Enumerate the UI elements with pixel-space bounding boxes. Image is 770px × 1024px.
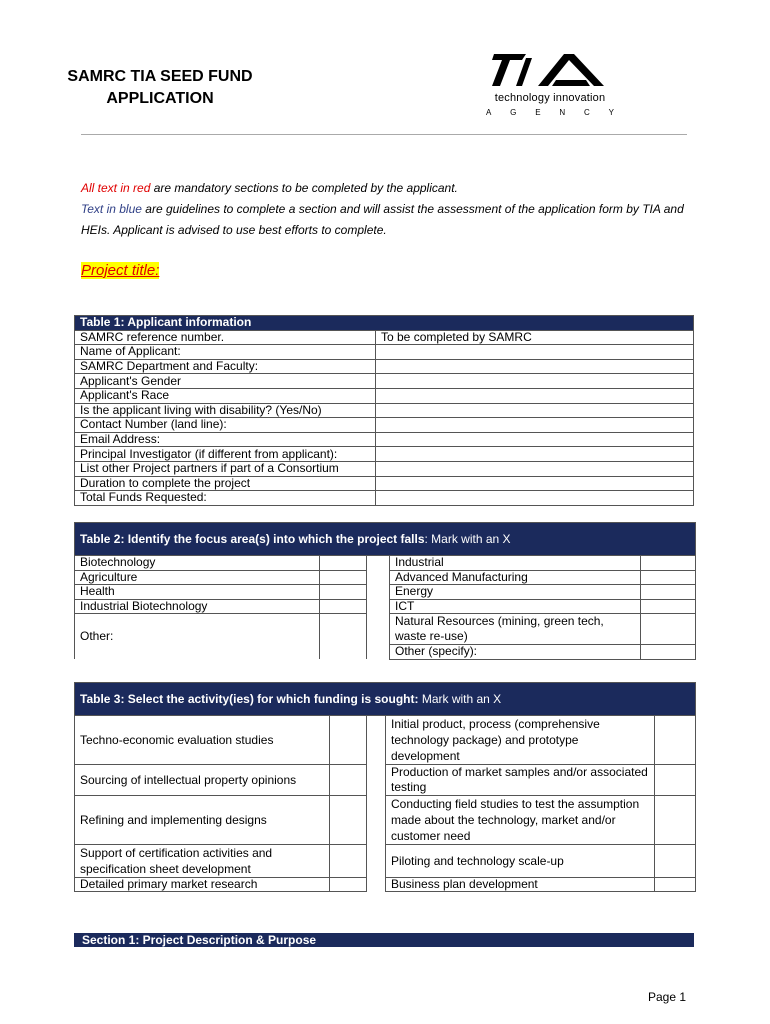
table-row xyxy=(75,359,694,374)
activity-right-label: Piloting and technology scale-up xyxy=(386,845,655,878)
project-title-field[interactable]: Project title: xyxy=(81,262,160,279)
table-row xyxy=(75,476,694,491)
table2-header xyxy=(75,523,696,556)
title-divider xyxy=(81,134,687,135)
activity-mark-cell[interactable] xyxy=(330,878,367,892)
spacer-cell xyxy=(367,796,386,845)
activity-mark-cell[interactable] xyxy=(330,716,367,765)
table-row xyxy=(75,491,694,506)
focus-mark-cell[interactable] xyxy=(320,599,367,614)
focus-mark-cell[interactable] xyxy=(641,599,696,614)
activity-mark-cell[interactable] xyxy=(330,765,367,796)
row-label: Name of Applicant: xyxy=(75,345,376,360)
activity-right-label: Initial product, process (comprehensive technology package) and prototype development xyxy=(386,716,655,765)
tia-logo-mark-icon xyxy=(482,50,618,90)
spacer-cell xyxy=(367,716,386,765)
focus-right-label: Natural Resources (mining, green tech, waste re-use) xyxy=(390,614,641,645)
table-row xyxy=(75,432,694,447)
intro-instructions xyxy=(81,178,693,241)
row-label: Total Funds Requested: xyxy=(75,491,376,506)
focus-right-label: Advanced Manufacturing xyxy=(390,570,641,585)
agency-letter: G xyxy=(510,108,517,117)
table-row xyxy=(75,374,694,389)
focus-mark-cell[interactable] xyxy=(320,556,367,571)
focus-left-label: Biotechnology xyxy=(75,556,320,571)
row-value[interactable] xyxy=(376,403,694,418)
focus-mark-cell[interactable] xyxy=(320,570,367,585)
row-label: Applicant's Gender xyxy=(75,374,376,389)
table-row xyxy=(75,765,696,796)
row-value[interactable]: To be completed by SAMRC xyxy=(376,330,694,345)
focus-mark-cell[interactable] xyxy=(320,585,367,600)
activity-right-label: Production of market samples and/or associated testing xyxy=(386,765,655,796)
table-row xyxy=(75,388,694,403)
table-row xyxy=(75,614,696,645)
spacer-cell xyxy=(367,570,390,585)
focus-left-label: Industrial Biotechnology xyxy=(75,599,320,614)
row-value[interactable] xyxy=(376,491,694,506)
activity-table xyxy=(74,682,696,892)
agency-letter: A xyxy=(486,108,492,117)
table-row xyxy=(75,570,696,585)
activity-mark-cell[interactable] xyxy=(655,845,696,878)
row-label: Is the applicant living with disability? (Yes/No) xyxy=(75,403,376,418)
focus-right-label: ICT xyxy=(390,599,641,614)
focus-right-label: Energy xyxy=(390,585,641,600)
activity-left-label: Support of certification activities and specification sheet development xyxy=(75,845,330,878)
activity-mark-cell[interactable] xyxy=(655,878,696,892)
activity-right-label: Business plan development xyxy=(386,878,655,892)
tia-logo xyxy=(482,50,618,120)
row-value[interactable] xyxy=(376,388,694,403)
table-row xyxy=(75,418,694,433)
table-row xyxy=(75,447,694,462)
row-value[interactable] xyxy=(376,447,694,462)
focus-left-label: Agriculture xyxy=(75,570,320,585)
activity-mark-cell[interactable] xyxy=(330,845,367,878)
row-value[interactable] xyxy=(376,418,694,433)
table3-header xyxy=(75,683,696,716)
focus-left-label: Health xyxy=(75,585,320,600)
logo-agency xyxy=(482,108,618,117)
table-row xyxy=(75,345,694,360)
focus-mark-cell[interactable] xyxy=(320,614,367,660)
table-row xyxy=(75,330,694,345)
table1-header: Table 1: Applicant information xyxy=(75,316,694,331)
table-row xyxy=(75,845,696,878)
intro-line-blue xyxy=(81,199,693,241)
table3-header-bold: Table 3: Select the activity(ies) for which funding is sought: xyxy=(80,692,419,706)
agency-letter: N xyxy=(559,108,566,117)
spacer-cell xyxy=(367,878,386,892)
logo-tagline: technology innovation xyxy=(494,92,606,104)
page-number: Page 1 xyxy=(648,990,687,1004)
activity-mark-cell[interactable] xyxy=(655,716,696,765)
row-label: Email Address: xyxy=(75,432,376,447)
table-row xyxy=(75,878,696,892)
blue-text-rest: are guidelines to complete a section and will assist the assessment of the application form by TIA and HEIs. Applicant is advised to use best efforts to complete. xyxy=(81,202,684,237)
row-label: Duration to complete the project xyxy=(75,476,376,491)
focus-area-table xyxy=(74,522,696,660)
row-label: Contact Number (land line): xyxy=(75,418,376,433)
spacer-cell xyxy=(367,585,390,600)
table-row xyxy=(75,461,694,476)
focus-left-label: Other: xyxy=(75,614,320,660)
agency-letter: Y xyxy=(608,108,614,117)
row-value[interactable] xyxy=(376,345,694,360)
focus-mark-cell[interactable] xyxy=(641,556,696,571)
spacer-cell xyxy=(367,765,386,796)
table-row xyxy=(75,796,696,845)
activity-left-label: Refining and implementing designs xyxy=(75,796,330,845)
activity-left-label: Sourcing of intellectual property opinions xyxy=(75,765,330,796)
spacer-cell xyxy=(367,599,390,614)
red-text-rest: are mandatory sections to be completed by the applicant. xyxy=(150,181,458,195)
row-label: Applicant's Race xyxy=(75,388,376,403)
activity-right-label: Conducting field studies to test the assumption made about the technology, market and/or customer need xyxy=(386,796,655,845)
row-value[interactable] xyxy=(376,461,694,476)
row-label: SAMRC reference number. xyxy=(75,330,376,345)
row-label: Principal Investigator (if different from applicant): xyxy=(75,447,376,462)
red-text-note: All text in red xyxy=(81,181,151,195)
title-line-2: APPLICATION xyxy=(106,90,214,107)
spacer-cell xyxy=(367,614,390,660)
focus-mark-cell[interactable] xyxy=(641,585,696,600)
row-label: List other Project partners if part of a Consortium xyxy=(75,461,376,476)
row-value[interactable] xyxy=(376,476,694,491)
table-row xyxy=(75,556,696,571)
activity-left-label: Detailed primary market research xyxy=(75,878,330,892)
spacer-cell xyxy=(367,556,390,571)
table-row xyxy=(75,716,696,765)
table2-header-bold: Table 2: Identify the focus area(s) into which the project falls xyxy=(80,531,425,546)
intro-line-red xyxy=(81,178,693,199)
row-label: SAMRC Department and Faculty: xyxy=(75,359,376,374)
agency-letter: C xyxy=(584,108,590,117)
table-row xyxy=(75,599,696,614)
table-row xyxy=(75,403,694,418)
activity-left-label: Techno-economic evaluation studies xyxy=(75,716,330,765)
row-value[interactable] xyxy=(376,359,694,374)
applicant-information-table xyxy=(74,315,694,506)
agency-letter: E xyxy=(535,108,541,117)
table2-header-rest: : Mark with an X xyxy=(424,531,511,546)
title-line-1: SAMRC TIA SEED FUND xyxy=(67,68,253,85)
focus-right-label: Industrial xyxy=(390,556,641,571)
focus-mark-cell[interactable] xyxy=(641,614,696,645)
section1-header: Section 1: Project Description & Purpose xyxy=(74,933,694,947)
focus-mark-cell[interactable] xyxy=(641,645,696,660)
table3-header-rest: Mark with an X xyxy=(418,692,502,706)
row-value[interactable] xyxy=(376,374,694,389)
document-title xyxy=(50,66,270,110)
focus-right-label: Other (specify): xyxy=(390,645,641,660)
row-value[interactable] xyxy=(376,432,694,447)
activity-mark-cell[interactable] xyxy=(330,796,367,845)
activity-mark-cell[interactable] xyxy=(655,765,696,796)
blue-text-note: Text in blue xyxy=(81,202,142,216)
activity-mark-cell[interactable] xyxy=(655,796,696,845)
focus-mark-cell[interactable] xyxy=(641,570,696,585)
table-row xyxy=(75,585,696,600)
spacer-cell xyxy=(367,845,386,878)
